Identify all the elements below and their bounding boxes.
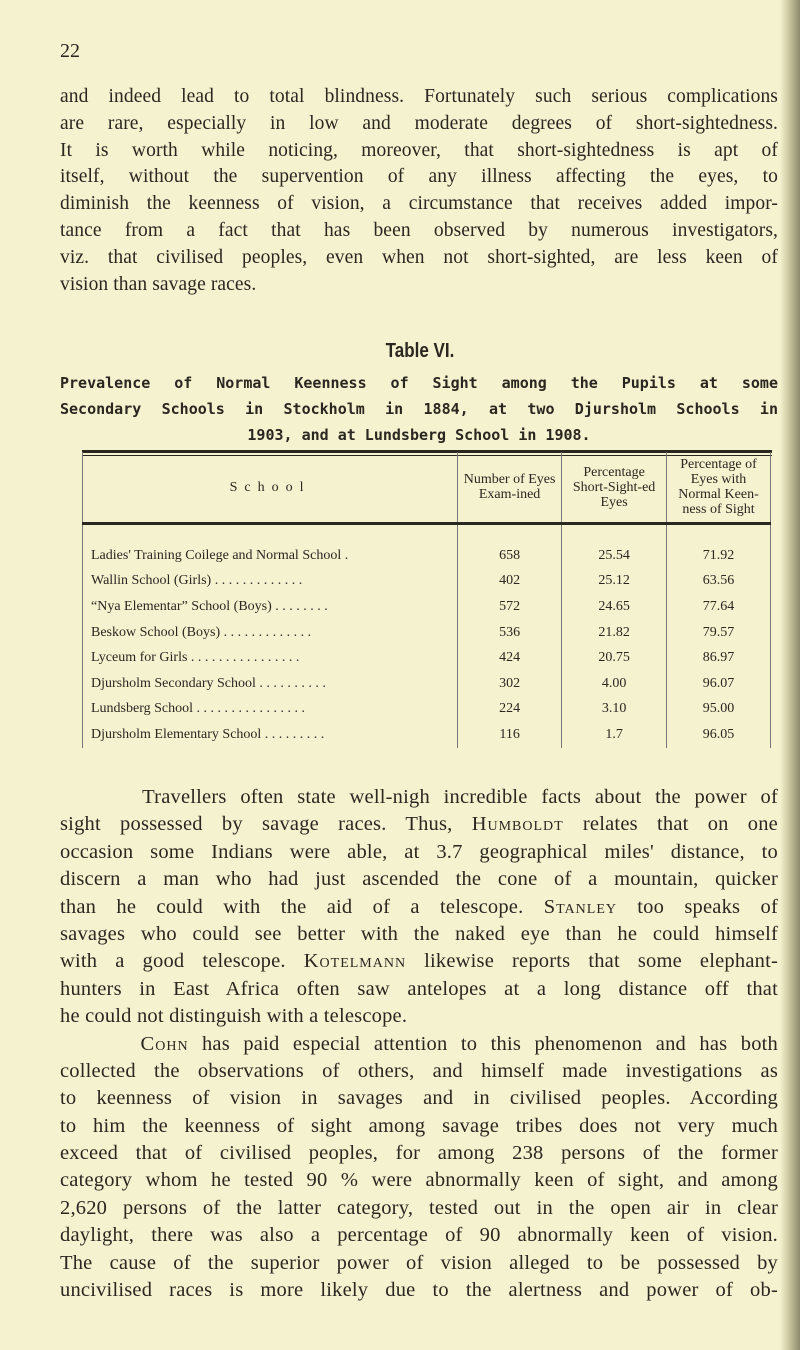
text-line <box>60 894 778 921</box>
text-line: tance from a fact that has been observed by numerous investigators, <box>60 219 778 241</box>
text-line <box>60 1058 778 1085</box>
author-name: Stanley <box>543 895 617 918</box>
table-row <box>83 697 771 723</box>
text-segment: collected the observations of others, and himself made investigations as <box>60 1059 778 1082</box>
table-row <box>83 671 771 697</box>
cell-short-sighted: 4.00 <box>562 671 667 697</box>
cell-eyes-examined: 224 <box>458 697 562 723</box>
cell-school: Ladies' Training Coilege and Normal School . <box>83 524 458 569</box>
text-line <box>60 866 778 893</box>
text-line <box>60 1167 778 1194</box>
cell-eyes-examined: 402 <box>458 569 562 595</box>
text-line <box>60 1222 778 1249</box>
text-line <box>60 921 778 948</box>
text-line <box>60 1277 778 1304</box>
cell-short-sighted: 21.82 <box>562 620 667 646</box>
cell-short-sighted: 1.7 <box>562 722 667 748</box>
text-line: vision than savage races. <box>60 273 257 295</box>
text-segment <box>60 1033 141 1055</box>
cell-eyes-examined: 536 <box>458 620 562 646</box>
text-segment: discern a man who had just ascended the cone of a mountain, quicker <box>60 868 778 891</box>
text-segment: hunters in East Africa often saw antelopes at a long distance off that <box>60 977 778 1000</box>
page-number: 22 <box>60 40 80 62</box>
text-segment: likewise reports that some elephant- <box>406 950 778 973</box>
table-row <box>83 722 771 748</box>
text-segment: relates that on one <box>563 813 778 836</box>
cell-normal-keenness: 71.92 <box>667 524 771 569</box>
cell-school: “Nya Elementar” School (Boys) . . . . . . . . <box>83 594 458 620</box>
author-name: Kotelmann <box>303 950 407 973</box>
caption-line: Prevalence of Normal Keenness of Sight among the Pupils at some <box>60 374 778 392</box>
cell-eyes-examined: 658 <box>458 524 562 569</box>
text-line: diminish the keenness of vision, a circumstance that receives added impor- <box>60 193 778 215</box>
text-line: viz. that civilised peoples, even when not short-sighted, are less keen of <box>60 246 778 268</box>
text-line <box>60 1003 778 1030</box>
cell-short-sighted: 25.12 <box>562 569 667 595</box>
header-eyes-examined: Number of Eyes Exam-ined <box>458 452 562 524</box>
cell-school: Beskow School (Boys) . . . . . . . . . . . . . <box>83 620 458 646</box>
text-segment: The cause of the superior power of vision alleged to be possessed by <box>60 1251 778 1274</box>
table-caption <box>60 370 778 448</box>
cell-normal-keenness: 95.00 <box>667 697 771 723</box>
text-line <box>60 948 778 975</box>
paragraph-travellers <box>60 784 778 1304</box>
text-line <box>60 976 778 1003</box>
text-line <box>60 1085 778 1112</box>
cell-normal-keenness: 96.07 <box>667 671 771 697</box>
text-segment: 2,620 persons of the latter category, tested out in the open air in clear <box>60 1196 778 1219</box>
text-line: are rare, especially in low and moderate degrees of short-sightedness. <box>60 112 778 134</box>
cell-normal-keenness: 77.64 <box>667 594 771 620</box>
table-row <box>83 524 771 569</box>
text-line: itself, without the supervention of any illness affecting the eyes, to <box>60 166 778 188</box>
text-line <box>60 1250 778 1277</box>
cell-normal-keenness: 79.57 <box>667 620 771 646</box>
text-segment: too speaks of <box>617 895 778 918</box>
text-line <box>60 1031 778 1058</box>
header-school: School <box>83 452 458 524</box>
data-table <box>82 452 771 748</box>
text-segment: sight possessed by savage races. Thus, <box>60 813 472 836</box>
text-line <box>60 784 778 811</box>
text-segment: daylight, there was also a percentage of 90 abnormally keen of vision. <box>60 1224 778 1247</box>
cell-school: Lundsberg School . . . . . . . . . . . . . . . . <box>83 697 458 723</box>
cell-short-sighted: 25.54 <box>562 524 667 569</box>
text-segment: Travellers often state well-nigh incredible facts about the power of <box>60 786 778 808</box>
cell-eyes-examined: 424 <box>458 645 562 671</box>
header-short-sighted: Percentage Short-Sight-ed Eyes <box>562 452 667 524</box>
cell-normal-keenness: 86.97 <box>667 645 771 671</box>
text-segment: to him the keenness of sight among savage tribes does not very much <box>60 1114 778 1137</box>
table-title: Table VI. <box>385 340 455 362</box>
text-line: and indeed lead to total blindness. Fortunately such serious complications <box>60 86 778 107</box>
caption-line: Secondary Schools in Stockholm in 1884, at two Djursholm Schools in <box>60 400 778 418</box>
cell-school: Djursholm Elementary School . . . . . . . . . <box>83 722 458 748</box>
text-segment: uncivilised races is more likely due to the alertness and power of ob- <box>60 1279 778 1302</box>
cell-short-sighted: 24.65 <box>562 594 667 620</box>
caption-line: 1903, and at Lundsberg School in 1908. <box>247 426 591 444</box>
text-segment: he could not distinguish with a telescope. <box>60 1005 408 1028</box>
cell-school: Lyceum for Girls . . . . . . . . . . . . . . . . <box>83 645 458 671</box>
cell-normal-keenness: 96.05 <box>667 722 771 748</box>
text-line <box>60 1113 778 1140</box>
author-name: Cohn <box>140 1032 189 1055</box>
text-line <box>60 1140 778 1167</box>
text-segment: occasion some Indians were able, at 3.7 geographical miles' distance, to <box>60 840 778 863</box>
text-segment: has paid especial attention to this phenomenon and has both <box>188 1032 778 1055</box>
cell-normal-keenness: 63.56 <box>667 569 771 595</box>
author-name: Humboldt <box>471 813 564 836</box>
text-segment: with a good telescope. <box>60 950 304 973</box>
table-header-row <box>83 452 771 524</box>
text-segment: than he could with the aid of a telescope. <box>60 895 544 918</box>
paragraph-intro <box>60 84 778 298</box>
header-normal-keenness: Percentage of Eyes with Normal Keen-ness of Sight <box>667 452 771 524</box>
text-segment: exceed that of civilised peoples, for among 238 persons of the former <box>60 1142 778 1165</box>
cell-short-sighted: 3.10 <box>562 697 667 723</box>
table-row <box>83 620 771 646</box>
cell-eyes-examined: 116 <box>458 722 562 748</box>
text-segment: savages who could see better with the naked eye than he could himself <box>60 922 778 945</box>
cell-eyes-examined: 302 <box>458 671 562 697</box>
table-row <box>83 594 771 620</box>
cell-school: Wallin School (Girls) . . . . . . . . . . . . . <box>83 569 458 595</box>
table-row <box>83 569 771 595</box>
text-segment: category whom he tested 90 % were abnormally keen of sight, and among <box>60 1169 778 1192</box>
binding-shadow <box>780 0 800 1350</box>
text-line <box>60 811 778 838</box>
cell-short-sighted: 20.75 <box>562 645 667 671</box>
text-line <box>60 839 778 866</box>
text-line <box>60 1195 778 1222</box>
cell-school: Djursholm Secondary School . . . . . . . . . . <box>83 671 458 697</box>
cell-eyes-examined: 572 <box>458 594 562 620</box>
table-row <box>83 645 771 671</box>
text-segment: to keenness of vision in savages and in civilised peoples. According <box>60 1087 778 1110</box>
text-line: It is worth while noticing, moreover, that short-sightedness is apt of <box>60 139 778 161</box>
